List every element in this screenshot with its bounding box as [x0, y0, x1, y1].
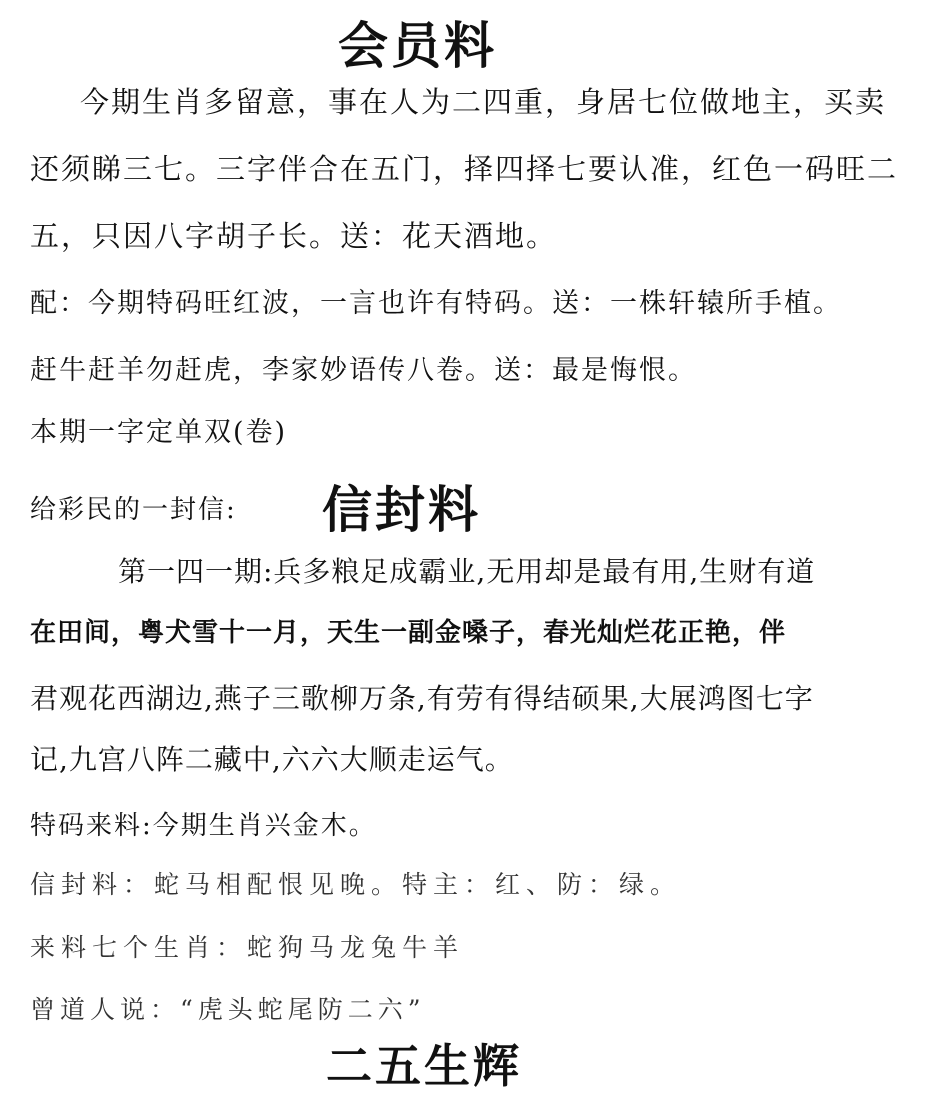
- member-line-6: 本期一字定单双(卷): [30, 417, 288, 448]
- member-line-4: 配：今期特码旺红波，一言也许有特码。送：一株轩辕所手植。: [30, 288, 842, 319]
- envelope-line-4: 记,九宫八阵二藏中,六六大顺走运气。: [30, 743, 514, 776]
- envelope-line-8: 曾道人说：“虎头蛇尾防二六”: [30, 995, 426, 1024]
- envelope-line-5: 特码来料:今期生肖兴金木。: [30, 811, 377, 841]
- member-line-3: 五，只因八字胡子长。送：花天酒地。: [30, 219, 558, 253]
- member-section-title: 会员料: [338, 16, 497, 75]
- footer-title: 二五生辉: [326, 1039, 522, 1093]
- envelope-line-6: 信封料：蛇马相配恨见晚。特主：红、防：绿。: [30, 870, 682, 899]
- envelope-line-1: 第一四一期:兵多粮足成霸业,无用却是最有用,生财有道: [118, 555, 816, 588]
- member-line-2: 还须睇三七。三字伴合在五门，择四择七要认准，红色一码旺二: [30, 152, 899, 186]
- envelope-prefix: 给彩民的一封信:: [30, 495, 237, 525]
- envelope-section-title: 信封料: [322, 480, 481, 539]
- member-line-5: 赶牛赶羊勿赶虎，李家妙语传八卷。送：最是悔恨。: [30, 355, 697, 386]
- member-line-1: 今期生肖多留意，事在人为二四重，身居七位做地主，买卖: [80, 85, 887, 119]
- envelope-line-7: 来料七个生肖：蛇狗马龙兔牛羊: [30, 933, 465, 962]
- envelope-line-2: 在田间，粤犬雪十一月，天生一副金嗓子，春光灿烂花正艳，伴: [30, 618, 787, 648]
- envelope-line-3: 君观花西湖边,燕子三歌柳万条,有劳有得结硕果,大展鸿图七字: [30, 682, 814, 715]
